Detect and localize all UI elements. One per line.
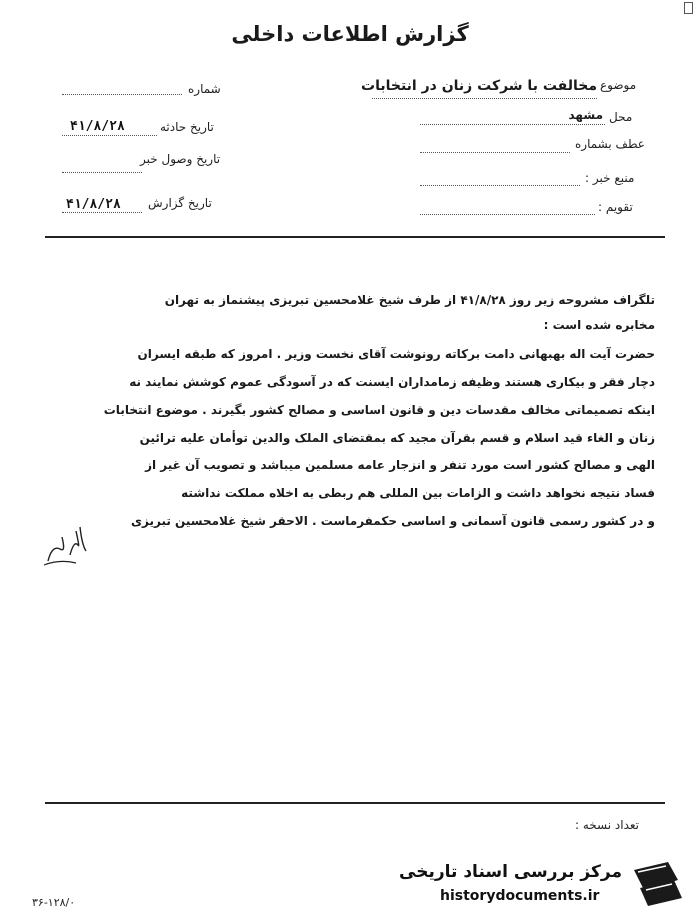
document-title: گزارش اطلاعات داخلی <box>231 22 469 46</box>
incident-date-line <box>62 135 157 136</box>
report-date-value: ۴۱/۸/۲۸ <box>66 197 121 212</box>
report-date-label: تاریخ گزارش <box>148 196 212 210</box>
source-label: منبع خبر : <box>585 171 635 185</box>
footer-divider <box>45 802 665 804</box>
scroll-logo-icon <box>628 858 688 910</box>
received-date-label: تاریخ وصول خبر <box>140 152 221 166</box>
calendar-label: تقویم : <box>598 200 633 214</box>
reference-line <box>420 152 570 153</box>
body-line-2: مخابره شده است : <box>543 318 655 332</box>
calendar-line <box>420 214 595 215</box>
subject-label: موضوع <box>600 78 637 92</box>
location-label: محل <box>609 110 633 124</box>
reference-label: عطف بشماره <box>575 137 645 151</box>
body-line-6: زنان و الغاء قید اسلام و قسم بقرآن مجید که بمقتضای الملک والدین توأمان علیه ترائین <box>139 431 655 445</box>
signature-scribble <box>40 515 100 570</box>
location-value: مشهد <box>568 108 603 122</box>
corner-mark <box>684 2 693 14</box>
body-line-8: فساد نتیجه نخواهد داشت و الزامات بین المللی هم ربطی به اخلاه مملکت نداشته <box>181 486 655 500</box>
body-line-3: حضرت آیت اله بهبهانی دامت برکاته رونوشت آقای نخست وزیر . امروز که طبقه ایسران <box>137 347 655 361</box>
source-line <box>420 185 580 186</box>
copies-label: تعداد نسخه : <box>575 818 640 832</box>
number-label: شماره <box>188 82 221 96</box>
location-line <box>420 124 605 125</box>
body-line-7: الهی و مصالح کشور است مورد تنفر و انزجار عامه مسلمین میباشد و تصویب آن غیر از <box>145 458 655 472</box>
body-line-1: تلگراف مشروحه زیر روز ۴۱/۸/۲۸ از طرف شیخ غلامحسین تبریزی پیشنماز به تهران <box>164 293 655 307</box>
incident-date-value: ۴۱/۸/۲۸ <box>70 119 125 134</box>
watermark-name: مرکز بررسی اسناد تاریخی <box>399 862 622 882</box>
body-line-4: دچار فقر و بیکاری هستند وظیفه زمامداران ایسنت که در آسودگی عموم کوشش نمایند نه <box>129 375 655 389</box>
report-date-line <box>62 212 142 213</box>
footer-code: ۳۶-۱۲۸/۰ <box>32 896 76 909</box>
subject-value: مخالفت با شرکت زنان در انتخابات <box>361 78 597 94</box>
subject-line <box>372 98 597 99</box>
header-divider <box>45 236 665 238</box>
number-field-line <box>62 94 182 95</box>
watermark-url: historydocuments.ir <box>440 888 600 904</box>
received-date-line <box>62 172 142 173</box>
incident-date-label: تاریخ حادثه <box>160 120 214 134</box>
body-line-9: و در کشور رسمی قانون آسمانی و اساسی حکمفرماست . الاحقر شیخ غلامحسین تبریزی <box>131 514 655 528</box>
body-line-5: اینکه تصمیماتی مخالف مقدسات دین و قانون اساسی و مصالح کشور بگیرند . موضوع انتخابات <box>103 403 655 417</box>
